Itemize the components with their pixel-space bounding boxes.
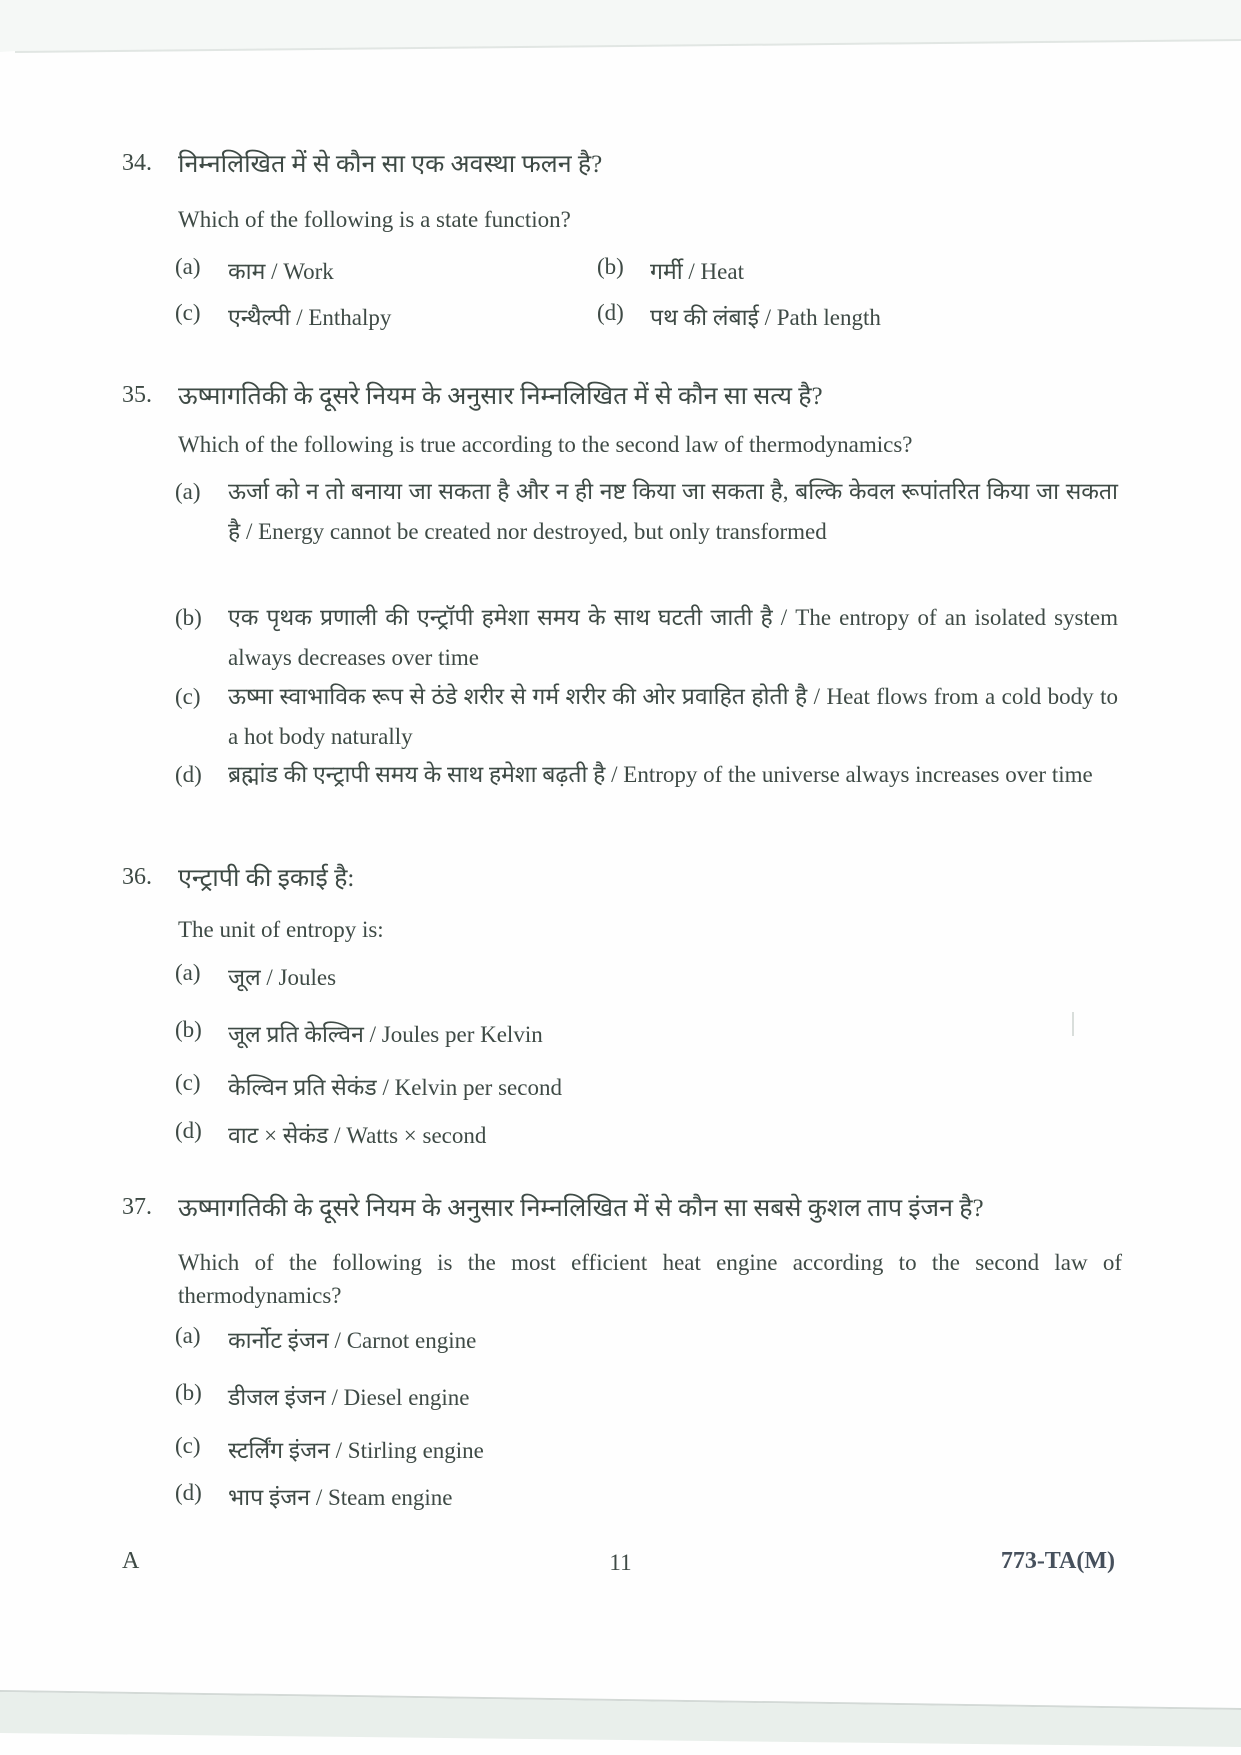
option-letter: (d) [175,1118,202,1143]
question-35-text-english: Which of the following is true according to the second law of thermodynamics? [178,432,913,457]
option-text: वाट × सेकंड / Watts × second [228,1123,487,1148]
option-text: ऊर्जा को न तो बनाया जा सकता है और न ही नष्ट किया जा सकता है, बल्कि केवल रूपांतरित किया जा सकता है / Energy cannot be created nor destroyed, but only transformed [228,479,1118,544]
option-letter: (c) [175,1433,201,1458]
question-36-option-d [175,1118,486,1150]
option-letter: (d) [175,1480,202,1505]
question-36-text-english: The unit of entropy is: [178,917,384,942]
question-37-number: 37. [122,1194,152,1220]
option-text: पथ की लंबाई / Path length [650,305,881,330]
option-letter: (a) [175,479,201,504]
option-letter: (b) [175,1380,202,1405]
question-35-number: 35. [122,382,152,408]
question-34-option-d [597,300,881,332]
question-34-option-a [175,254,334,286]
question-37-option-d [175,1480,453,1512]
option-text: स्टर्लिंग इंजन / Stirling engine [228,1438,484,1463]
option-text: ब्रह्मांड की एन्ट्रापी समय के साथ हमेशा बढ़ती है / Entropy of the universe always increases over time [228,762,1093,787]
option-text: कार्नोट इंजन / Carnot engine [228,1328,477,1353]
question-35-option-c [175,677,1118,757]
option-letter: (c) [175,300,201,325]
question-37-option-c [175,1433,484,1465]
option-text: केल्विन प्रति सेकंड / Kelvin per second [228,1075,562,1100]
scan-scratch-mark [1072,1012,1074,1036]
question-35-text-hindi: ऊष्मागतिकी के दूसरे नियम के अनुसार निम्नलिखित में से कौन सा सत्य है? [178,383,823,410]
option-letter: (d) [597,300,624,325]
question-34-text-english: Which of the following is a state function? [178,207,571,232]
question-35-option-d [175,755,1118,795]
option-letter: (a) [175,254,201,279]
question-36-option-a [175,960,336,992]
option-text: एक पृथक प्रणाली की एन्ट्रॉपी हमेशा समय के साथ घटती जाती है / The entropy of an isolated system always decreases over time [228,605,1118,670]
option-text: भाप इंजन / Steam engine [228,1485,453,1510]
option-text: डीजल इंजन / Diesel engine [228,1385,470,1410]
option-letter: (a) [175,1323,201,1348]
question-37-option-b [175,1380,470,1412]
option-text: गर्मी / Heat [650,259,744,284]
option-letter: (a) [175,960,201,985]
question-37-text-hindi: ऊष्मागतिकी के दूसरे नियम के अनुसार निम्नलिखित में से कौन सा सबसे कुशल ताप इंजन है? [178,1195,984,1222]
question-37-option-a [175,1323,476,1355]
footer-page-number: 11 [609,1550,632,1575]
option-text: काम / Work [228,259,334,284]
question-36-option-b [175,1017,543,1049]
option-letter: (b) [597,254,624,279]
question-36-number: 36. [122,864,152,890]
question-35-option-b [175,598,1118,678]
option-letter: (c) [175,1070,201,1095]
option-letter: (b) [175,1017,202,1042]
question-34-option-b [597,254,744,286]
option-letter: (b) [175,605,202,630]
question-36-option-c [175,1070,562,1102]
question-34-option-c [175,300,391,332]
footer-paper-code: 773-TA(M) [1000,1548,1115,1574]
question-36-text-hindi: एन्ट्रापी की इकाई है: [178,865,355,892]
question-34-text-hindi: निम्नलिखित में से कौन सा एक अवस्था फलन है? [178,151,603,178]
option-text: जूल प्रति केल्विन / Joules per Kelvin [228,1022,543,1047]
option-text: ऊष्मा स्वाभाविक रूप से ठंडे शरीर से गर्म शरीर की ओर प्रवाहित होती है / Heat flows from a cold body to a hot body naturally [228,684,1118,749]
question-34-number: 34. [122,150,152,176]
question-35-option-a [175,472,1118,552]
option-letter: (d) [175,762,202,787]
footer-set-code: A [122,1548,140,1574]
option-text: जूल / Joules [228,965,337,990]
option-text: एन्थैल्पी / Enthalpy [228,305,392,330]
option-letter: (c) [175,684,201,709]
question-37-text-english: Which of the following is the most efficient heat engine according to the second law of thermodynamics? [178,1250,1122,1308]
